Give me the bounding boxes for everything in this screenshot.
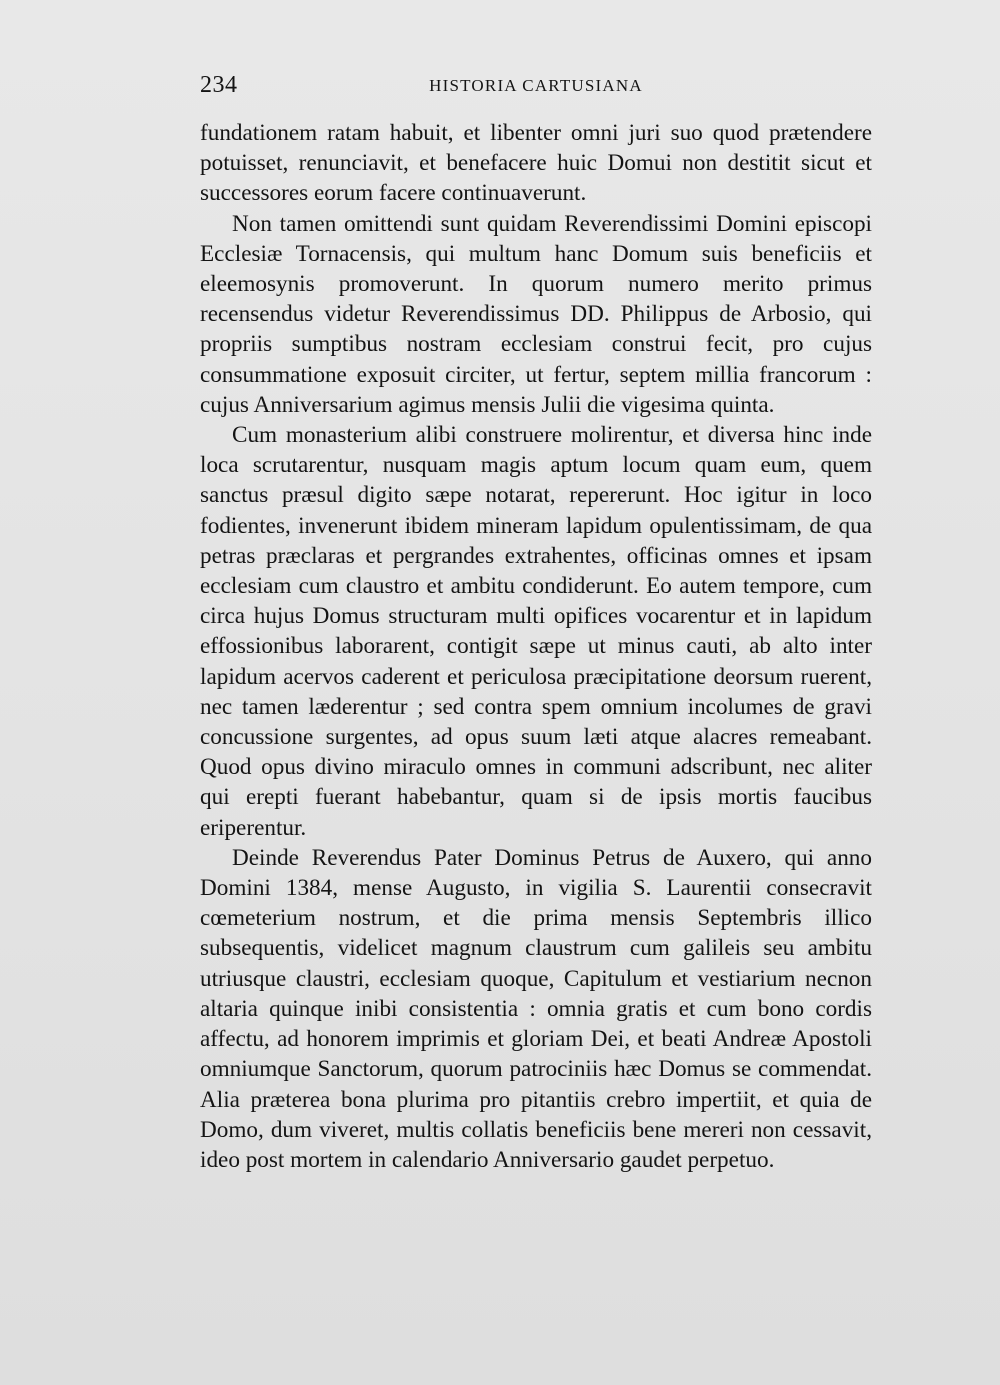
running-head: HISTORIA CARTUSIANA bbox=[429, 76, 643, 95]
paragraph-petrus-de-auxero: Deinde Reverendus Pater Dominus Petrus de Auxero, qui anno Domini 1384, mense Augusto, in vigilia S. Laurentii consecravit cœmeterium nostrum, et die prima mensis Septembris illico subsequentis, videlicet magnum claustrum cum galileis seu ambitu utriusque claustri, ecclesiam quoque, Capitulum et vestiarium necnon altaria quinque inibi consistentia : omnia gratis et cum bono cordis affectu, ad honorem imprimis et gloriam Dei, et beati Andreæ Apostoli omniumque Sanctorum, quorum patrociniis hæc Domus se commendat. Alia præterea bona plurima pro pitantiis crebro impertiit, et quia de Domo, dum viveret, multis collatis beneficiis bene mereri non cessavit, ideo post mortem in calendario Anniversario gaudet perpetuo. bbox=[200, 844, 872, 1173]
paragraph-bishops-of-tournai: Non tamen omittendi sunt quidam Reverendissimi Domini episcopi Ecclesiæ Tornacensis, qui multum hanc Domum suis beneficiis et eleemosynis promoverunt. In quorum numero merito primus recensendus videtur Reverendissimus DD. Philippus de Arbosio, qui propriis sumptibus nostram ecclesiam construi fecit, pro cujus consummatione exposuit circiter, ut fertur, septem millia francorum : cujus Anniversarium agimus mensis Julii die vigesima quinta. bbox=[200, 210, 872, 418]
page-number: 234 bbox=[200, 72, 238, 98]
paragraph-continuation: fundationem ratam habuit, et libenter omni juri suo quod prætendere potuisset, renunciavit, et benefacere huic Domui non destitit sicut et successores eorum facere continuaverunt. bbox=[200, 120, 872, 207]
paragraph-monastery-construction: Cum monasterium alibi construere molirentur, et diversa hinc inde loca scrutarentur, nusquam magis aptum locum quam eum, quem sanctus præsul digito sæpe notarat, repererunt. Hoc igitur in loco fodientes, invenerunt ibidem mineram lapidum opulentissimam, de qua petras præclaras et pergrandes extrahentes, officinas omnes et ipsam ecclesiam cum claustro et ambitu condiderunt. Eo autem tempore, cum circa hujus Domus structuram multi opifices vocarentur et in lapidum effossionibus laborarent, contigit sæpe ut minus cauti, ab alto inter lapidum acervos caderent et periculosa præcipitatione deorsum ruerent, nec tamen læderentur ; sed contra spem omnium incolumes de gravi concussione surgentes, ad opus suum læti atque alacres remeabant. Quod opus divino miraculo omnes in communi adscribunt, nec aliter qui erepti fuerant habebantur, quam si de ipsis mortis faucibus eriperentur. bbox=[200, 422, 872, 841]
body-text bbox=[200, 118, 872, 1175]
page-header bbox=[200, 72, 872, 104]
